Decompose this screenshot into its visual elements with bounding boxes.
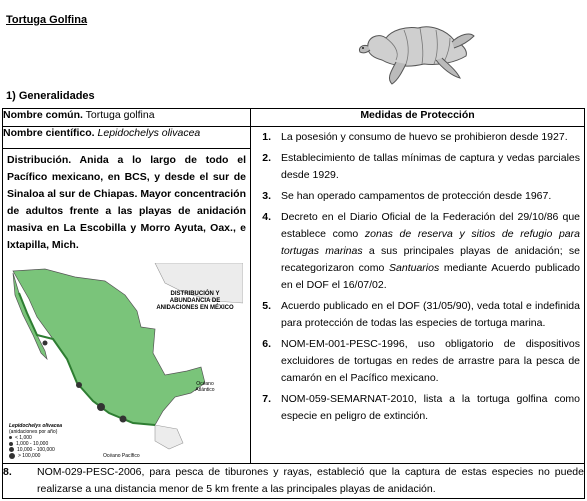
common-name-value: Tortuga golfina: [82, 109, 155, 121]
map-title: DISTRIBUCIÓN Y ABUNDANCIA DE ANIDACIONES EN MÉXICO: [156, 290, 234, 311]
info-table: [2, 108, 585, 499]
measure-item: 5. Acuerdo publicado en el DOF (31/05/90), veda total e indefinida para protección de todas las especies de tortuga marina.: [262, 300, 580, 329]
distribution-cell: [3, 148, 251, 463]
measure-item: 6. NOM-EM-001-PESC-1996, uso obligatorio de dispositivos excluidores de tortugas en redes de arrastre para la pesca de camarón en el Pacífico mexicano.: [262, 338, 580, 384]
legend-item: > 100,000: [9, 453, 62, 459]
map-atlantic-label: Océano Atlántico: [195, 380, 215, 393]
page-title: Tortuga Golfina: [6, 14, 88, 26]
scientific-name-cell: [3, 127, 251, 149]
measure-item: 2. Establecimiento de tallas mínimas de captura y vedas parciales desde 1929.: [262, 152, 580, 181]
common-name-label: Nombre común.: [3, 109, 83, 121]
sea-turtle-illustration: [356, 8, 476, 88]
legend-item: 10,000 - 100,000: [9, 447, 62, 453]
legend-subtitle: (anidaciones por año): [9, 428, 58, 435]
legend-item: 1,000 - 10,000: [9, 441, 62, 447]
map-pacific-label: Océano Pacífico: [103, 452, 140, 459]
measure-item: 4. Decreto en el Diario Oficial de la Federación del 29/10/86 que establece como zonas de reserva y sitios de refugio para tortugas marinas a sus principales playas de anidación; se recategorizaron como Santuarios mediante Acuerdo publicado en el DOF el 16/07/02.: [262, 211, 580, 291]
legend-title: Lepidochelys olivacea: [9, 422, 63, 429]
distribution-map: [5, 263, 243, 463]
section-heading: 1) Generalidades: [6, 90, 95, 102]
common-name-cell: [3, 109, 251, 127]
distribution-text: Distribución. Anida a lo largo de todo el Pacífico mexicano, en BCS, y desde el sur de Sinaloa al sur de Chiapas. Mayor concentración de adultos frente a las playas de anidación masiva en La Escobilla y Morro Ayuta, Oax., e Ixtapilla, Mich.: [7, 153, 246, 251]
measures-heading: Medidas de Protección: [251, 109, 585, 127]
scientific-name-value: Lepidochelys olivacea: [94, 127, 201, 139]
measures-list: [251, 148, 585, 463]
measure-item: 1. La posesión y consumo de huevo se prohibieron desde 1927.: [262, 131, 568, 143]
measure-item: 3. Se han operado campamentos de protección desde 1967.: [262, 190, 552, 202]
legend-item: < 1,000: [9, 435, 62, 441]
scientific-name-label: Nombre científico.: [3, 127, 95, 139]
bottom-measure: 8. NOM-029-PESC-2006, para pesca de tiburones y rayas, estableció que la captura de estas especies no puede realizarse a una distancia menor de 5 km frente a las principales playas de anidación.: [3, 463, 585, 498]
map-legend: [9, 423, 62, 459]
measure-item: 7. NOM-059-SEMARNAT-2010, lista a la tortuga golfina como especie en peligro de extinción.: [262, 393, 580, 422]
